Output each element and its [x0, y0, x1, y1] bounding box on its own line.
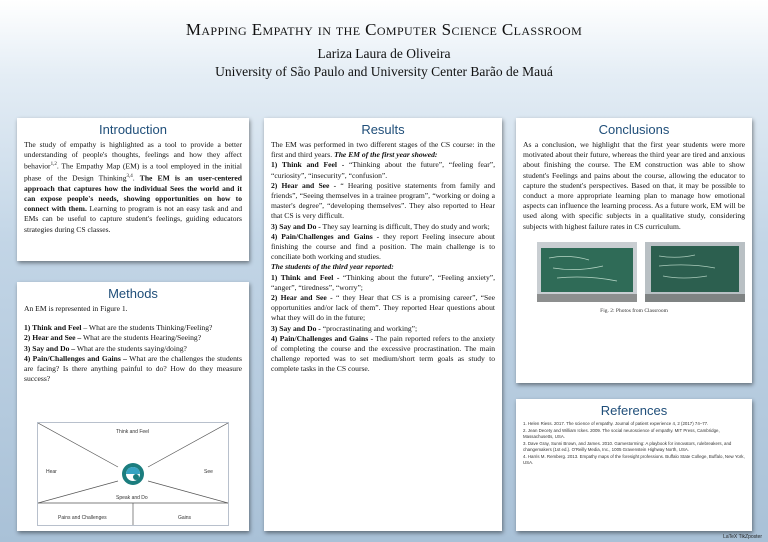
- empathy-map-diagram: [37, 422, 229, 526]
- introduction-heading: Introduction: [99, 122, 167, 137]
- results-text: The EM was performed in two different stages of the CS course: in the first and third years. The EM of the first year showed: 1) Think and Feel - “Thinking about the future”, “feeling fear”, “curiosity”, “insecurity”, “confusion”. 2) Hear and See - “ Hearing positive statements from family and friends”, “Seeing themselves in a trainee program”, “working or doing a master's degree”, “developing themselves”. They also reported to Hear that CS is very difficult. 3) Say and Do - They say learning is difficult, They do study and work; 4) Pain/Challenges and Gains - they report Feeling insecure about finishing the course and find a position. The main challenge is to conciliate both working and studies. The students of the third year reported: 1) Think and Feel - “Thinking about the future”, “Feeling anxiety”, “anger”, “tiredness”, “worry”; 2) Hear and See - “ they Hear that CS is a promising career”, “See opportunities and/or lack of them”. They reported Hear questions about what they will do in the future; 3) Say and Do - “procrastinating and working”; 4) Pain/Challenges and Gains - The pain reported refers to the anxiety of completing the course and the excessive procrastination. The main challenge reported was to set medium/short term goals as study to complete tasks in the CS course.: [271, 140, 496, 374]
- references-heading: References: [600, 403, 668, 418]
- methods-text: An EM is represented in Figure 1. 1) Think and Feel – What are the students Thinking/Feeling? 2) Hear and See – What are the students Hearing/Seeing? 3) Say and Do – What are the students saying/doing? 4) Pain/Challenges and Gains – What are the challenges the students are facing? Is there anything painful to do? How do they measure success?: [24, 304, 242, 384]
- map-label-think: Think and Feel: [116, 429, 150, 435]
- conclusions-panel: [516, 118, 752, 383]
- reference-item: 3. Dave Gray, Sunni Brown, and James. 2010. Gamestorming: A playbook for innovators, rulebreakers, and changemakers (1st ed.). O'Reilly Media, Inc., 1005 Gravenstein Highway North, USA.: [523, 441, 732, 452]
- map-label-pains: Pains and Challenges: [58, 515, 107, 521]
- results-panel: [264, 118, 502, 531]
- methods-heading: Methods: [108, 286, 158, 301]
- map-label-say: Speak and Do: [116, 495, 148, 501]
- author-name: Lariza Laura de Oliveira: [317, 46, 451, 61]
- map-label-see: See: [204, 469, 213, 475]
- footer-credit: LaTeX TikZposter: [723, 534, 762, 540]
- poster-title: Mapping Empathy in the Computer Science Classroom: [185, 20, 583, 39]
- map-label-hear: Hear: [46, 469, 57, 475]
- reference-item: 2. Jean Decety and William Ickes. 2009. The social neuroscience of empathy. MIT Press, Cambridge, Massachusetts, USA.: [523, 428, 720, 439]
- conclusions-text: As a conclusion, we highlight that the first year students were more motivated about their future, whereas the third year are tired and anxious about finishing the course. The EM construction was able to show student's Feelings and pains about the course, allowing the educator to capture the student's perspectives. Based on that, it may be possible to conduct a more appropriate learning plan to manage how emotional aspects can influence the learning process. As a future work, EM will be used along with specific subjects in a qualitative study, considering subjects with highest failure rates in CS curriculum.: [523, 140, 745, 231]
- poster-header: [0, 20, 768, 80]
- introduction-panel: [17, 118, 249, 261]
- classroom-photos: [523, 242, 745, 302]
- classroom-photo-2: [645, 242, 745, 302]
- methods-panel: [17, 282, 249, 531]
- references-list: [523, 421, 745, 466]
- reference-item: 4. Harris M. Remberg. 2013. Empathy maps of the foresight professions. Buffalo State College, Buffalo, New York, USA.: [523, 454, 745, 465]
- references-panel: [516, 399, 752, 531]
- introduction-text: The study of empathy is highlighted as a tool to provide a better understanding of people's thoughts, feelings and how they affect behavior$^{1,2}$. The Empathy Map (EM) is a tool employed in the initial phase of the Design Thinking$^{3,4}$. The EM is an user-centered approach that captures how the individual Sees the world and it can expose people's needs, showing opportunities on how to connect with them. Learning to program is not an easy task and and EMs can be useful to capture student's feelings, guiding educators strategies during CS classes.: [24, 140, 242, 234]
- figure-caption: Fig. 2: Photos from Classroom: [600, 307, 668, 314]
- map-label-gains: Gains: [178, 515, 192, 521]
- reference-item: 1. Helen Riess. 2017. The science of empathy. Journal of patient experience 4, 2 (2017) 74–77.: [523, 421, 709, 426]
- classroom-photo-1: [537, 242, 637, 302]
- empathy-map-lines: [38, 423, 228, 525]
- results-heading: Results: [361, 122, 405, 137]
- affiliation: University of São Paulo and University Center Barão de Mauá: [215, 64, 553, 79]
- conclusions-heading: Conclusions: [598, 122, 670, 137]
